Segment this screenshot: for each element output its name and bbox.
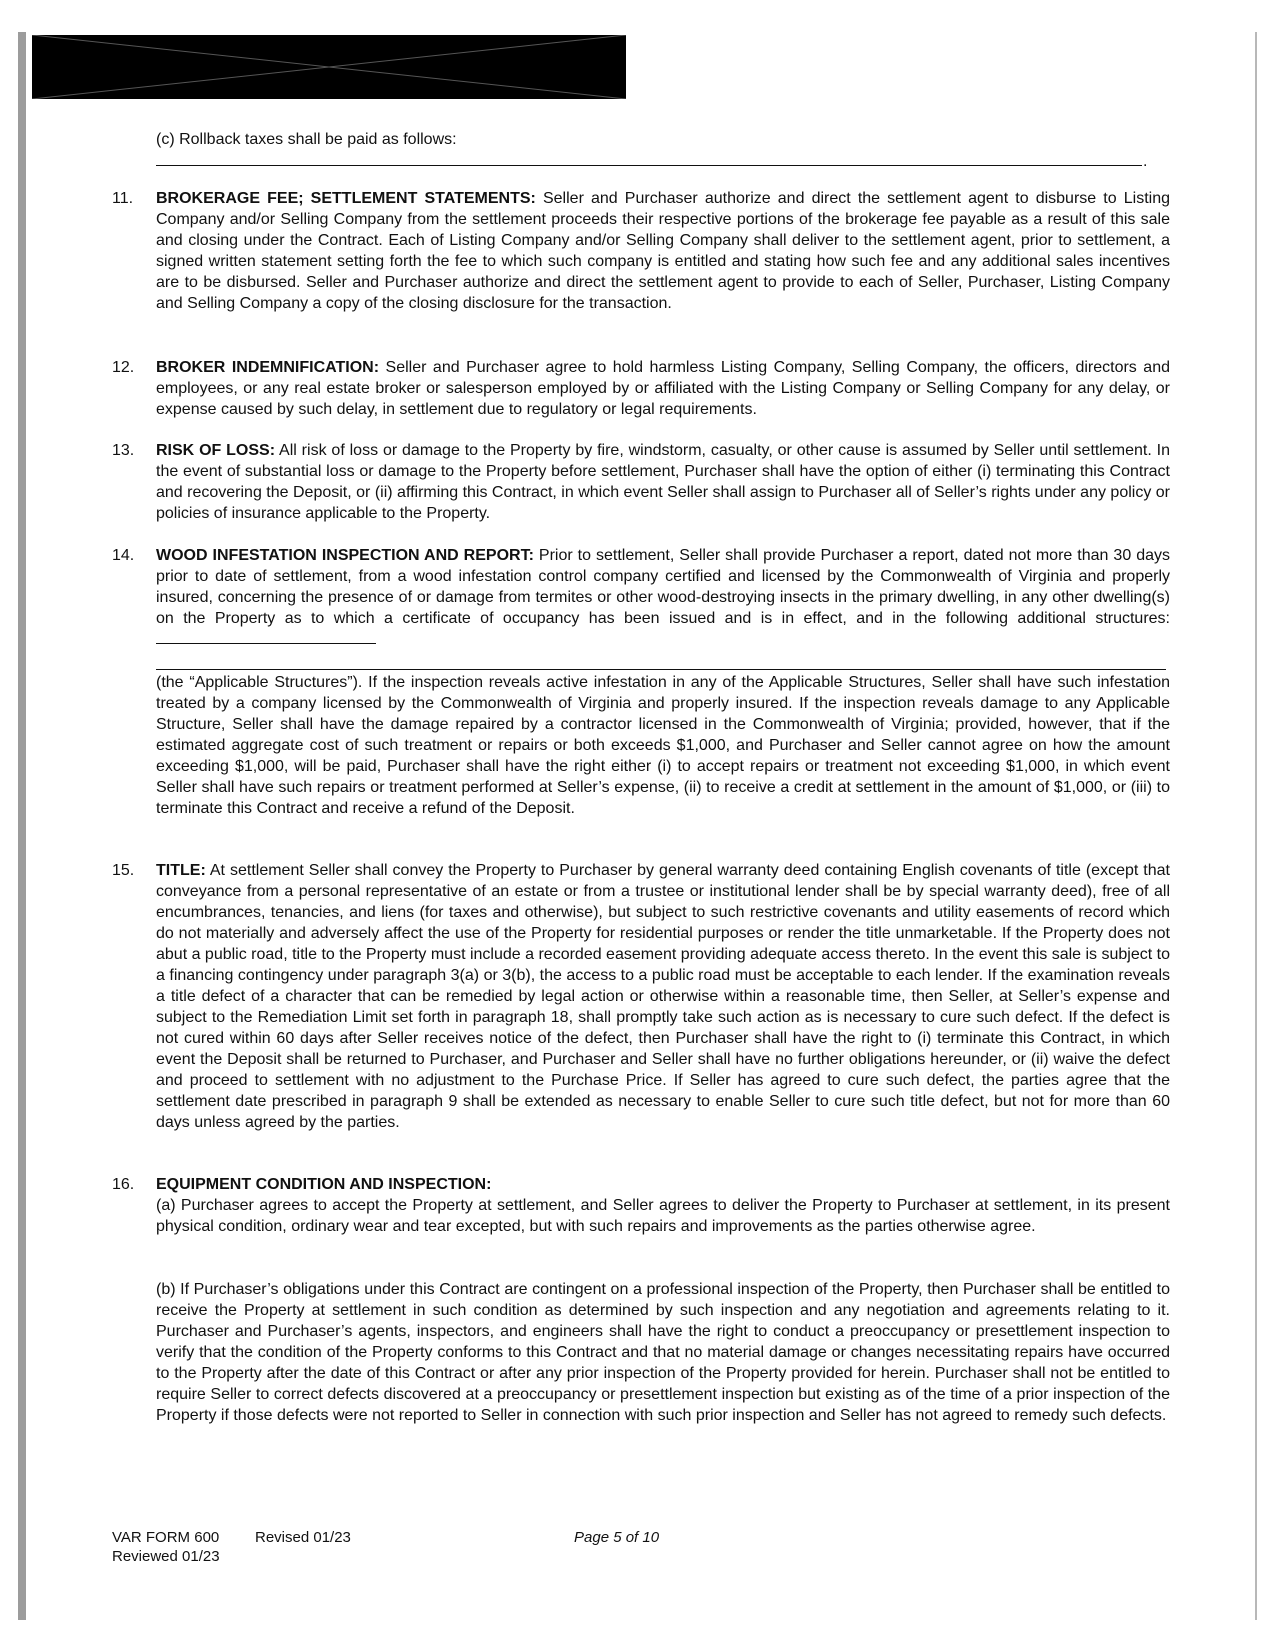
section-wood-infestation-continued — [156, 672, 1170, 819]
redacted-header-image — [32, 35, 626, 99]
additional-structures-fill-line-2 — [156, 669, 1166, 670]
section-number: 15. — [112, 862, 135, 879]
section-body: All risk of loss or damage to the Property by fire, windstorm, casualty, or other cause is assumed by Seller until settlement. In the event of substantial loss or damage to the Property before settlement, Purchaser shall have the option of either (i) terminating this Contract and recovering the Deposit, or (ii) affirming this Contract, in which event Seller shall assign to Purchaser all of Seller’s rights under any policy or policies of insurance applicable to the Property. — [156, 442, 1171, 522]
section-body-continuation: (the “Applicable Structures”). If the inspection reveals active infestation in any of the Applicable Structures, Seller shall have such infestation treated by a company licensed by the Commonwealth of Virginia and properly insured. If the inspection reveals damage to any Applicable Structure, Seller shall have the damage repaired by a contractor licensed in the Commonwealth of Virginia; provided, however, that if the estimated aggregate cost of such treatment or repairs or both exceeds $1,000, and Purchaser and Seller cannot agree on how the amount exceeding $1,000, will be paid, Purchaser shall have the right either (i) to accept repairs or treatment not exceeding $1,000, in which event Seller shall have such repairs or treatment performed at Seller’s expense, (ii) to receive a credit at settlement in the amount of $1,000, or (iii) to terminate this Contract and receive a refund of the Deposit. — [156, 674, 1170, 817]
section-para-b: (b) If Purchaser’s obligations under this Contract are contingent on a professional inspection of the Property, then Purchaser shall be entitled to receive the Property at settlement in such condition as determined by such inspection and any negotiation and agreements relating to it. Purchaser and Purchaser’s agents, inspectors, and engineers shall have the right to conduct a preoccupancy or presettlement inspection to verify that the condition of the Property conforms to this Contract and that no material damage or changes necessitating repairs have occurred to the Property after the date of this Contract or after any prior inspection of the Property provided for herein. Purchaser shall not be entitled to require Seller to correct defects discovered at a preoccupancy or presettlement inspection but existing as of the time of a prior inspection of the Property if those defects were not reported to Seller in connection with such prior inspection and Seller has not agreed to remedy such defects. — [156, 1281, 1170, 1424]
section-body: At settlement Seller shall convey the Property to Purchaser by general warranty deed containing English covenants of title (except that conveyance from a personal representative of an estate or from a trustee or institutional lender shall be by special warranty deed), free of all encumbrances, tenancies, and liens (for taxes and otherwise), but subject to such restrictive covenants and utility easements of record which do not materially and adversely affect the use of the Property for residential purposes or render the title unmarketable. If the Property does not abut a public road, title to the Property must include a recorded easement providing adequate access thereto. In the event this sale is subject to a financing contingency under paragraph 3(a) or 3(b), the access to a public road must be acceptable to each lender. If the examination reveals a title defect of a character that can be remedied by legal action or otherwise within a reasonable time, then Seller, at Seller’s expense and subject to the Remediation Limit set forth in paragraph 18, shall promptly take such action as is necessary to cure such defect. If the defect is not cured within 60 days after Seller receives notice of the defect, then Purchaser shall have the right to (i) terminate this Contract, in which event the Deposit shall be returned to Purchaser, and Purchaser and Seller shall have no further obligations hereunder, or (ii) waive the defect and proceed to settlement with no adjustment to the Purchase Price. If Seller has agreed to cure such defect, the parties agree that the settlement date prescribed in paragraph 9 shall be extended as necessary to enable Seller to cure such title defect, but not for more than 60 days unless agreed by the parties. — [156, 862, 1170, 1131]
rollback-taxes-end-mark: . — [1143, 153, 1148, 170]
footer-revised: Revised 01/23 — [255, 1529, 351, 1546]
redaction-placeholder-icon — [32, 35, 626, 99]
section-heading: BROKERAGE FEE; SETTLEMENT STATEMENTS: — [156, 190, 536, 207]
section-number: 13. — [112, 442, 135, 459]
rollback-taxes-line — [156, 129, 1170, 150]
footer-reviewed: Reviewed 01/23 — [112, 1548, 220, 1565]
footer-form-number: VAR FORM 600 — [112, 1529, 220, 1546]
section-heading: TITLE: — [156, 862, 206, 879]
section-number: 11. — [112, 190, 134, 207]
section-number: 12. — [112, 359, 135, 376]
section-body: Prior to settlement, Seller shall provide Purchaser a report, dated not more than 30 days prior to date of settlement, from a wood infestation control company certified and licensed by the Commonwealth of Virginia and properly insured, concerning the presence of or damage from termites or other wood-destroying insects in the primary dwelling, in any other dwelling(s) on the Property as to which a certificate of occupancy has been issued and is in effect, and in the following additional structures: — [156, 547, 1171, 627]
footer-page-number: Page 5 of 10 — [574, 1529, 660, 1546]
section-broker-indemnification — [156, 357, 1170, 420]
section-para-a: (a) Purchaser agrees to accept the Property at settlement, and Seller agrees to deliver the Property to Purchaser at settlement, in its present physical condition, ordinary wear and tear excepted, but with such repairs and improvements as the parties otherwise agree. — [156, 1197, 1170, 1235]
section-heading: RISK OF LOSS: — [156, 442, 276, 459]
rollback-taxes-fill-line — [156, 165, 1142, 166]
section-brokerage-fee — [156, 188, 1170, 314]
section-heading: WOOD INFESTATION INSPECTION AND REPORT: — [156, 547, 534, 564]
section-body: Seller and Purchaser authorize and direct the settlement agent to disburse to Listing Company and/or Selling Company from the settlement proceeds their respective portions of the brokerage fee payable as a result of this sale and closing under the Contract. Each of Listing Company and/or Selling Company shall deliver to the settlement agent, prior to settlement, a signed written statement setting forth the fee to which such company is entitled and stating how such fee and any additional sales incentives are to be disbursed. Seller and Purchaser authorize and direct the settlement agent to provide to each of Seller, Purchaser, Listing Company and Selling Company a copy of the closing disclosure for the transaction. — [156, 190, 1171, 312]
additional-structures-fill-line — [156, 643, 376, 644]
section-number: 16. — [112, 1176, 135, 1193]
section-body: Seller and Purchaser agree to hold harmless Listing Company, Selling Company, the officers, directors and employees, or any real estate broker or salesperson employed by or affiliated with the Listing Company or Selling Company for any delay, or expense caused by such delay, in settlement due to regulatory or legal requirements. — [156, 359, 1170, 418]
section-risk-of-loss — [156, 440, 1170, 524]
section-equipment-condition-b — [156, 1279, 1170, 1426]
section-wood-infestation — [156, 545, 1170, 650]
section-equipment-condition — [156, 1174, 1170, 1237]
page-left-border — [18, 32, 26, 1620]
section-number: 14. — [112, 547, 135, 564]
rollback-taxes-text: (c) Rollback taxes shall be paid as follows: — [156, 131, 457, 148]
section-heading: EQUIPMENT CONDITION AND INSPECTION: — [156, 1176, 492, 1193]
page-right-border — [1255, 32, 1257, 1620]
section-title — [156, 860, 1170, 1133]
section-heading: BROKER INDEMNIFICATION: — [156, 359, 380, 376]
